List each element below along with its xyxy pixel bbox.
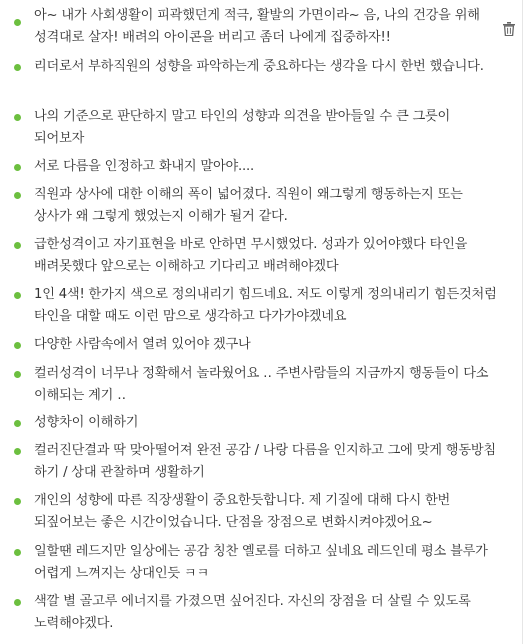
- bullet-icon: [14, 164, 21, 171]
- list-item: [14, 184, 502, 228]
- list-item: [14, 284, 502, 328]
- list-item: [14, 56, 502, 100]
- comment-text: 급한성격이고 자기표현을 바로 안하면 무시했었다. 성과가 있어야했다 타인을 배려못했다 앞으로는 이해하고 기다리고 배려해야겠다: [34, 237, 468, 274]
- list-item: [14, 106, 502, 150]
- bullet-icon: [14, 64, 21, 71]
- list-item: [14, 591, 502, 635]
- bullet-icon: [14, 242, 21, 249]
- bullet-icon: [14, 292, 21, 299]
- comment-text: 나의 기준으로 판단하지 말고 타인의 성향과 의견을 받아들일 수 큰 그릇이 되어보자: [34, 109, 451, 146]
- comment-text: 아~ 내가 사회생활이 피곽했던게 적극, 활발의 가면이라~ 음, 나의 건강을 위해 성격대로 살자! 배려의 아이콘을 버리고 좀더 나에게 집중하자!!: [34, 8, 480, 45]
- comment-text: 직원과 상사에 대한 이해의 폭이 넓어졌다. 직원이 왜그렇게 행동하는지 또는 상사가 왜 그렇게 했었는지 이해가 될거 같다.: [34, 187, 463, 224]
- bullet-icon: [14, 114, 21, 121]
- comment-text: 성향차이 이해하기: [34, 415, 139, 430]
- list-item: [14, 412, 502, 434]
- list-item: [14, 541, 502, 585]
- list-item: [14, 363, 502, 407]
- bullet-icon: [14, 342, 21, 349]
- comment-text: 컬러진단결과 딱 맞아떨어져 완전 공감 / 나랑 다름을 인지하고 그에 맞게 행동방침 하기 / 상대 관찰하며 생활하기: [34, 443, 496, 480]
- list-item: [14, 440, 502, 484]
- bullet-icon: [14, 498, 21, 505]
- comment-text: 1인 4색! 한가지 색으로 정의내리기 힘드네요. 저도 이렇게 정의내리기 힘든것처럼 타인을 대할 때도 이런 맘으로 생각하고 다가가야겠네요: [34, 287, 497, 324]
- bullet-icon: [14, 599, 21, 606]
- bullet-icon: [14, 371, 21, 378]
- list-item: [14, 490, 502, 534]
- bullet-icon: [14, 192, 21, 199]
- trash-icon-graphic: [503, 22, 515, 36]
- comment-text: 서로 다름을 인정하고 화내지 말아야....: [34, 159, 255, 174]
- comment-text: 다양한 사람속에서 열려 있어야 겠구나: [34, 337, 251, 352]
- list-item: [14, 334, 502, 356]
- list-item: [14, 156, 502, 178]
- comment-text: 일할땐 레드지만 일상에는 공감 칭찬 옐로를 더하고 싶네요 레드인데 평소 블루가 어렵게 느껴지는 상대인듯 ㅋㅋ: [34, 544, 488, 581]
- bullet-icon: [14, 448, 21, 455]
- bullet-icon: [14, 549, 21, 556]
- comment-text: 컬러성격이 너무나 정확해서 놀라웠어요 ‥ 주변사람들의 지금까지 행동들이 다소 이해되는 계기 ‥: [34, 366, 489, 403]
- comment-text: 리더로서 부하직원의 성향을 파악하는게 중요하다는 생각을 다시 한번 했습니다.: [34, 59, 484, 74]
- comment-text: 색깔 별 골고루 에너지를 가졌으면 싶어진다. 자신의 장점을 더 살릴 수 있도록 노력해야겠다.: [34, 594, 471, 631]
- list-item: [14, 5, 502, 49]
- bullet-icon: [14, 420, 21, 427]
- trash-icon[interactable]: [503, 21, 515, 35]
- comment-text: 개인의 성향에 따른 직장생활이 중요한듯합니다. 제 기질에 대해 다시 한번 되짚어보는 좋은 시간이었습니다. 단점을 장점으로 변화시켜야겠어요~: [34, 493, 451, 530]
- bullet-icon: [14, 19, 21, 26]
- list-item: [14, 234, 502, 278]
